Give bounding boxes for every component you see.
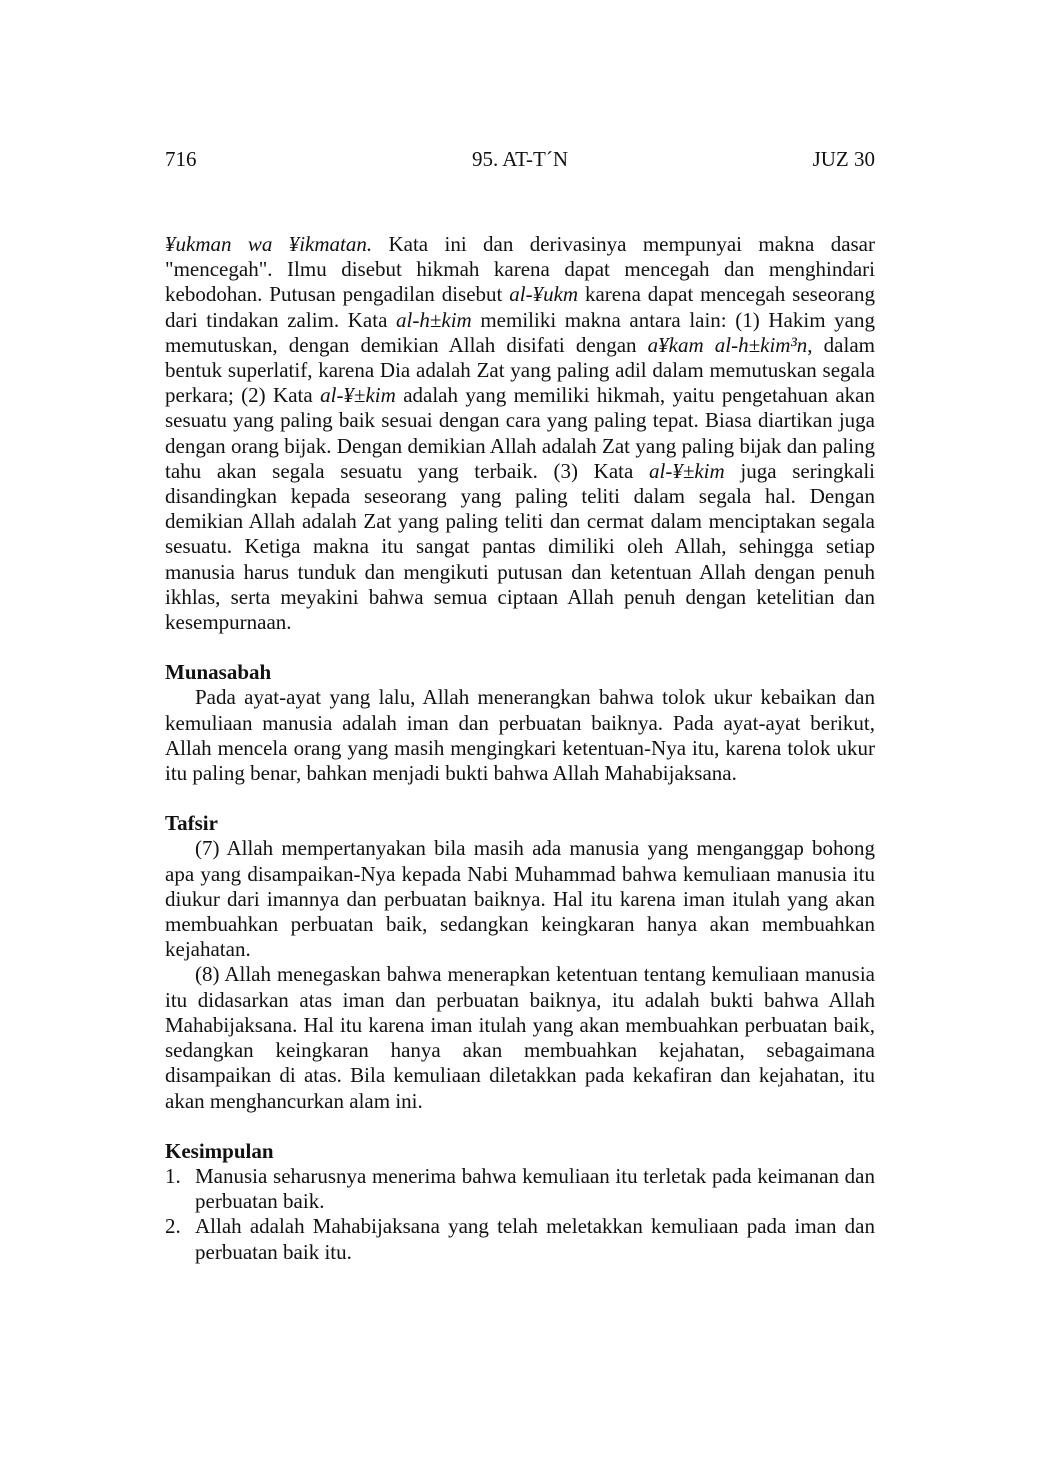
intro-paragraph: ¥ukman wa ¥ikmatan. Kata ini dan derivasinya mempunyai makna dasar "mencegah". Ilmu disebut hikmah karena dapat mencegah dan menghindari kebodohan. Putusan pengadilan disebut al-¥ukm karena dapat mencegah seseorang dari tindakan zalim. Kata al-h±kim memiliki makna antara lain: (1) Hakim yang memutuskan, dengan demikian Allah disifati dengan a¥kam al-h±kim³n, dalam bentuk superlatif, karena Dia adalah Zat yang paling adil dalam memutuskan segala perkara; (2) Kata al-¥±kim adalah yang memiliki hikmah, yaitu pengetahuan akan sesuatu yang paling baik sesuai dengan cara yang paling tepat. Biasa diartikan juga dengan orang bijak. Dengan demikian Allah adalah Zat yang paling bijak dan paling tahu akan segala sesuatu yang terbaik. (3) Kata al-¥±kim juga seringkali disandingkan kepada seseorang yang paling teliti dalam segala hal. Dengan demikian Allah adalah Zat yang paling teliti dan cermat dalam menciptakan segala sesuatu. Ketiga makna itu sangat pantas dimiliki oleh Allah, sehingga setiap manusia harus tunduk dan mengikuti putusan dan ketentuan Allah dengan penuh ikhlas, serta meyakini bahwa semua ciptaan Allah penuh dengan ketelitian dan kesempurnaan. <box>165 232 876 635</box>
intro-term-alhakim-2: al-¥±kim <box>320 383 396 408</box>
page-number: 716 <box>165 147 197 171</box>
list-item <box>165 1214 875 1264</box>
list-item-number: 2. <box>165 1214 181 1239</box>
tafsir-heading: Tafsir <box>165 811 218 836</box>
juz-label: JUZ 30 <box>812 147 875 171</box>
page-content <box>165 232 875 1265</box>
list-item <box>165 1164 875 1214</box>
list-item-text: Allah adalah Mahabijaksana yang telah meletakkan kemuliaan pada iman dan perbuatan baik itu. <box>195 1214 875 1264</box>
list-item-text: Manusia seharusnya menerima bahwa kemuliaan itu terletak pada keimanan dan perbuatan baik. <box>195 1163 875 1214</box>
intro-term-alhakim: al-h±kim <box>396 307 472 332</box>
intro-term-ahkam: a¥kam al-h±kim³n <box>647 332 808 357</box>
page-header <box>165 144 875 174</box>
surah-title: 95. AT-T´N <box>471 147 569 171</box>
kesimpulan-heading: Kesimpulan <box>165 1138 274 1163</box>
intro-term-alhukm: al-¥ukm <box>509 282 579 307</box>
intro-term-alhakim-3: al-¥±kim <box>649 458 725 483</box>
kesimpulan-list <box>165 1164 875 1265</box>
tafsir-paragraph-7: (7) Allah mempertanyakan bila masih ada manusia yang menganggap bohong apa yang disampaikan-Nya kepada Nabi Muhammad bahwa kemuliaan manusia itu diukur dari imannya dan perbuatan baiknya. Hal itu karena iman itulah yang akan membuahkan perbuatan baik, sedangkan keingkaran hanya akan membuahkan kejahatan. <box>165 836 875 962</box>
tafsir-paragraph-8: (8) Allah menegaskan bahwa menerapkan ketentuan tentang kemuliaan manusia itu didasarkan atas iman dan perbuatan baiknya, itu adalah bukti bahwa Allah Mahabijaksana. Hal itu karena iman itulah yang akan membuahkan perbuatan baik, sedangkan keingkaran hanya akan membuahkan kejahatan, sebagaimana disampaikan di atas. Bila kemuliaan diletakkan pada kekafiran dan kejahatan, itu akan menghancurkan alam ini. <box>165 962 875 1113</box>
intro-term-hukman: ¥ukman wa ¥ikmatan. <box>165 232 373 256</box>
list-item-number: 1. <box>165 1163 181 1188</box>
munasabah-paragraph: Pada ayat-ayat yang lalu, Allah menerangkan bahwa tolok ukur kebaikan dan kemuliaan manusia adalah iman dan perbuatan baiknya. Pada ayat-ayat berikut, Allah mencela orang yang masih mengingkari ketentuan-Nya itu, karena tolok ukur itu paling benar, bahkan menjadi bukti bahwa Allah Mahabijaksana. <box>165 685 875 786</box>
munasabah-heading: Munasabah <box>165 660 272 685</box>
